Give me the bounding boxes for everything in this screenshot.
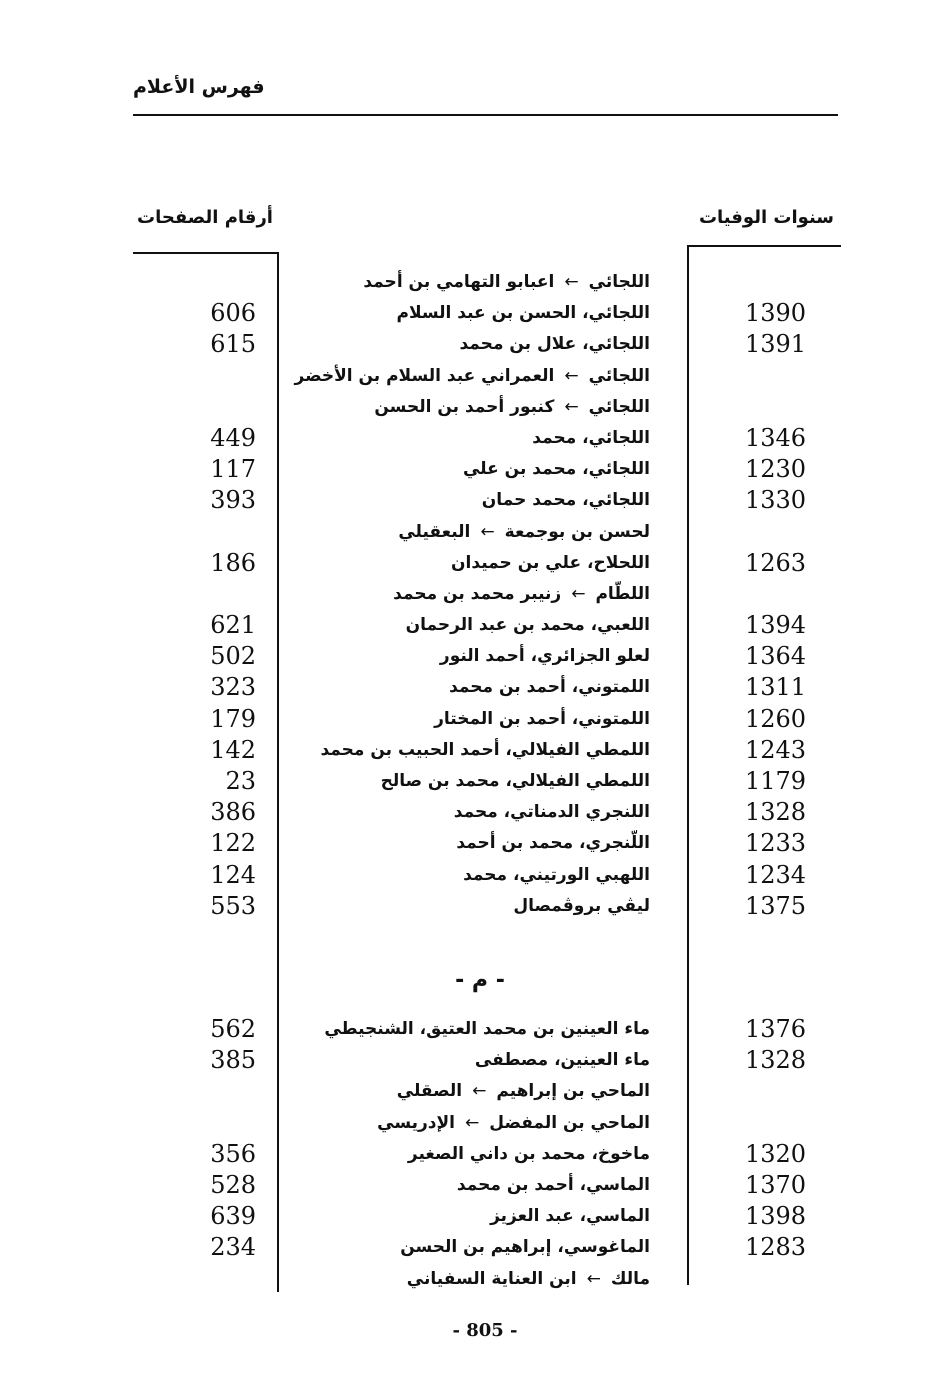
index-entry <box>0 672 940 703</box>
entry-death-year: 1370 <box>745 1170 807 1199</box>
entry-name: الماغوسي، إبراهيم بن الحسن <box>400 1237 650 1258</box>
entry-name: اللنجري الدمناتي، محمد <box>453 802 650 823</box>
entry-name: اللّنجري، محمد بن أحمد <box>456 833 650 854</box>
entry-name: اللجائي، محمد بن علي <box>462 459 650 480</box>
entry-name: ماء العينين، مصطفى <box>474 1050 650 1071</box>
entry-name: مالك←ابن العناية السفياني <box>406 1268 650 1289</box>
entry-name: اللجائي، الحسن بن عبد السلام <box>396 303 650 324</box>
entry-death-year: 1311 <box>745 673 807 702</box>
index-entries <box>0 267 940 922</box>
entry-cross-reference: زنيبر محمد بن محمد <box>393 583 562 604</box>
index-entry <box>0 454 940 485</box>
entry-page-number: 122 <box>210 829 256 858</box>
index-entry <box>0 610 940 641</box>
entry-page-number: 186 <box>210 548 256 577</box>
entry-page-number: 639 <box>210 1202 256 1231</box>
entry-death-year: 1364 <box>745 642 807 671</box>
entry-page-number: 562 <box>210 1015 256 1043</box>
entry-death-year: 1263 <box>745 548 807 577</box>
entry-page-number: 356 <box>210 1139 256 1168</box>
index-entry <box>0 891 940 922</box>
index-entry <box>0 1014 940 1045</box>
entry-name: الماسي، عبد العزيز <box>490 1206 650 1227</box>
entry-name: اللجائي←اعبابو التهامي بن أحمد <box>363 272 650 292</box>
years-column-top-rule <box>687 245 841 247</box>
entry-death-year: 1243 <box>745 735 807 764</box>
entry-death-year: 1346 <box>745 423 807 452</box>
index-entry <box>0 392 940 423</box>
see-also-arrow-icon: ← <box>586 1268 601 1289</box>
entry-name: اللجائي←العمراني عبد السلام بن الأخضر <box>294 365 650 386</box>
entry-name: الماحي بن المفضل←الإدريسي <box>377 1112 650 1133</box>
entry-page-number: 234 <box>210 1233 256 1262</box>
see-also-arrow-icon: ← <box>564 396 579 417</box>
entry-page-number: 142 <box>210 735 256 764</box>
entry-name: اللحلاح، علي بن حميدان <box>451 552 650 573</box>
entry-page-number: 393 <box>210 486 256 515</box>
entry-page-number: 323 <box>210 673 256 702</box>
entry-death-year: 1375 <box>745 891 807 920</box>
entry-name: اللمطي الفيلالي، محمد بن صالح <box>380 771 650 791</box>
index-entry <box>0 579 940 610</box>
index-entry <box>0 267 940 298</box>
index-entry <box>0 361 940 392</box>
header-rule <box>133 114 838 116</box>
entry-page-number: 528 <box>210 1170 256 1199</box>
index-entry <box>0 735 940 766</box>
entry-page-number: 386 <box>210 798 256 827</box>
index-entry <box>0 797 940 828</box>
entry-page-number: 124 <box>210 860 256 889</box>
index-entry <box>0 298 940 329</box>
index-entry <box>0 1264 940 1295</box>
entry-name: اللهبي الورتيني، محمد <box>463 864 650 885</box>
index-entry <box>0 329 940 360</box>
see-also-arrow-icon: ← <box>571 583 586 604</box>
index-entry <box>0 1232 940 1263</box>
index-entry <box>0 423 940 454</box>
section-letter-mim: - م - <box>455 968 505 993</box>
column-header-page-numbers: أرقام الصفحات <box>137 207 273 228</box>
entry-death-year: 1234 <box>745 860 807 889</box>
column-header-death-years: سنوات الوفيات <box>698 207 834 228</box>
see-also-arrow-icon: ← <box>472 1081 487 1102</box>
index-entry <box>0 1139 940 1170</box>
index-entry <box>0 1108 940 1139</box>
entry-name: لعلو الجزائري، أحمد النور <box>439 646 650 667</box>
entry-name: اللمتوني، أحمد بن المختار <box>434 708 650 729</box>
entry-name: ماخوخ، محمد بن داني الصغير <box>407 1143 650 1164</box>
entry-name: الماحي بن إبراهيم←الصقلي <box>396 1081 650 1102</box>
see-also-arrow-icon: ← <box>564 272 579 292</box>
entry-cross-reference: الصقلي <box>396 1081 463 1102</box>
entry-name: ماء العينين بن محمد العتيق، الشنجيطي <box>324 1019 650 1039</box>
entry-name: اللعبي، محمد بن عبد الرحمان <box>405 615 650 636</box>
entry-name: الماسي، أحمد بن محمد <box>456 1174 650 1195</box>
index-entry <box>0 1076 940 1107</box>
entry-name: لحسن بن بوجمعة←البعقيلي <box>398 521 650 542</box>
entry-cross-reference: الإدريسي <box>377 1112 456 1133</box>
entry-page-number: 615 <box>210 330 256 359</box>
index-entry <box>0 1170 940 1201</box>
index-entry <box>0 1201 940 1232</box>
see-also-arrow-icon: ← <box>465 1112 480 1133</box>
entry-name: اللجائي، علال بن محمد <box>459 334 650 355</box>
entry-death-year: 1283 <box>745 1233 807 1262</box>
entry-death-year: 1391 <box>745 330 807 359</box>
index-entry <box>0 860 940 891</box>
entry-cross-reference: كنبور أحمد بن الحسن <box>374 396 555 417</box>
entry-death-year: 1330 <box>745 486 807 515</box>
entry-name: اللجائي، محمد <box>532 427 650 448</box>
entry-death-year: 1394 <box>745 611 807 640</box>
entry-page-number: 117 <box>210 455 256 484</box>
entry-page-number: 179 <box>210 704 256 733</box>
pages-column-top-rule <box>133 252 279 254</box>
entry-cross-reference: البعقيلي <box>398 521 471 542</box>
entry-page-number: 621 <box>210 611 256 640</box>
entry-death-year: 1179 <box>745 767 807 795</box>
index-entries-mim <box>0 1014 940 1295</box>
entry-page-number: 553 <box>210 891 256 920</box>
entry-page-number: 23 <box>225 767 256 795</box>
index-entry <box>0 517 940 548</box>
see-also-arrow-icon: ← <box>564 365 579 386</box>
entry-name: اللمتوني، أحمد بن محمد <box>449 677 650 698</box>
entry-death-year: 1260 <box>745 704 807 733</box>
index-entry <box>0 704 940 735</box>
entry-death-year: 1328 <box>745 1046 807 1075</box>
entry-name: ليڤي بروڤمصال <box>513 895 650 916</box>
entry-cross-reference: العمراني عبد السلام بن الأخضر <box>294 365 555 386</box>
index-entry <box>0 548 940 579</box>
entry-death-year: 1328 <box>745 798 807 827</box>
index-entry <box>0 641 940 672</box>
entry-death-year: 1320 <box>745 1139 807 1168</box>
index-entry <box>0 485 940 516</box>
entry-death-year: 1398 <box>745 1202 807 1231</box>
see-also-arrow-icon: ← <box>480 521 495 542</box>
entry-death-year: 1233 <box>745 829 807 858</box>
entry-name: اللطّام←زنيبر محمد بن محمد <box>393 583 650 604</box>
index-entry <box>0 766 940 797</box>
entry-page-number: 385 <box>210 1046 256 1075</box>
page-number: - 805 - <box>452 1320 518 1341</box>
index-entry <box>0 1045 940 1076</box>
entry-death-year: 1390 <box>745 299 807 328</box>
entry-cross-reference: ابن العناية السفياني <box>406 1268 577 1289</box>
entry-page-number: 449 <box>210 423 256 452</box>
entry-cross-reference: اعبابو التهامي بن أحمد <box>363 272 555 292</box>
index-entry <box>0 828 940 859</box>
entry-death-year: 1376 <box>745 1015 807 1043</box>
entry-name: اللمطي الفيلالي، أحمد الحبيب بن محمد <box>320 739 650 760</box>
entry-name: اللجائي←كنبور أحمد بن الحسن <box>374 396 650 417</box>
running-title: فهرس الأعلام <box>133 76 265 98</box>
entry-death-year: 1230 <box>745 455 807 484</box>
entry-page-number: 502 <box>210 642 256 671</box>
entry-name: اللجائي، محمد حمان <box>481 490 650 511</box>
entry-page-number: 606 <box>210 299 256 328</box>
